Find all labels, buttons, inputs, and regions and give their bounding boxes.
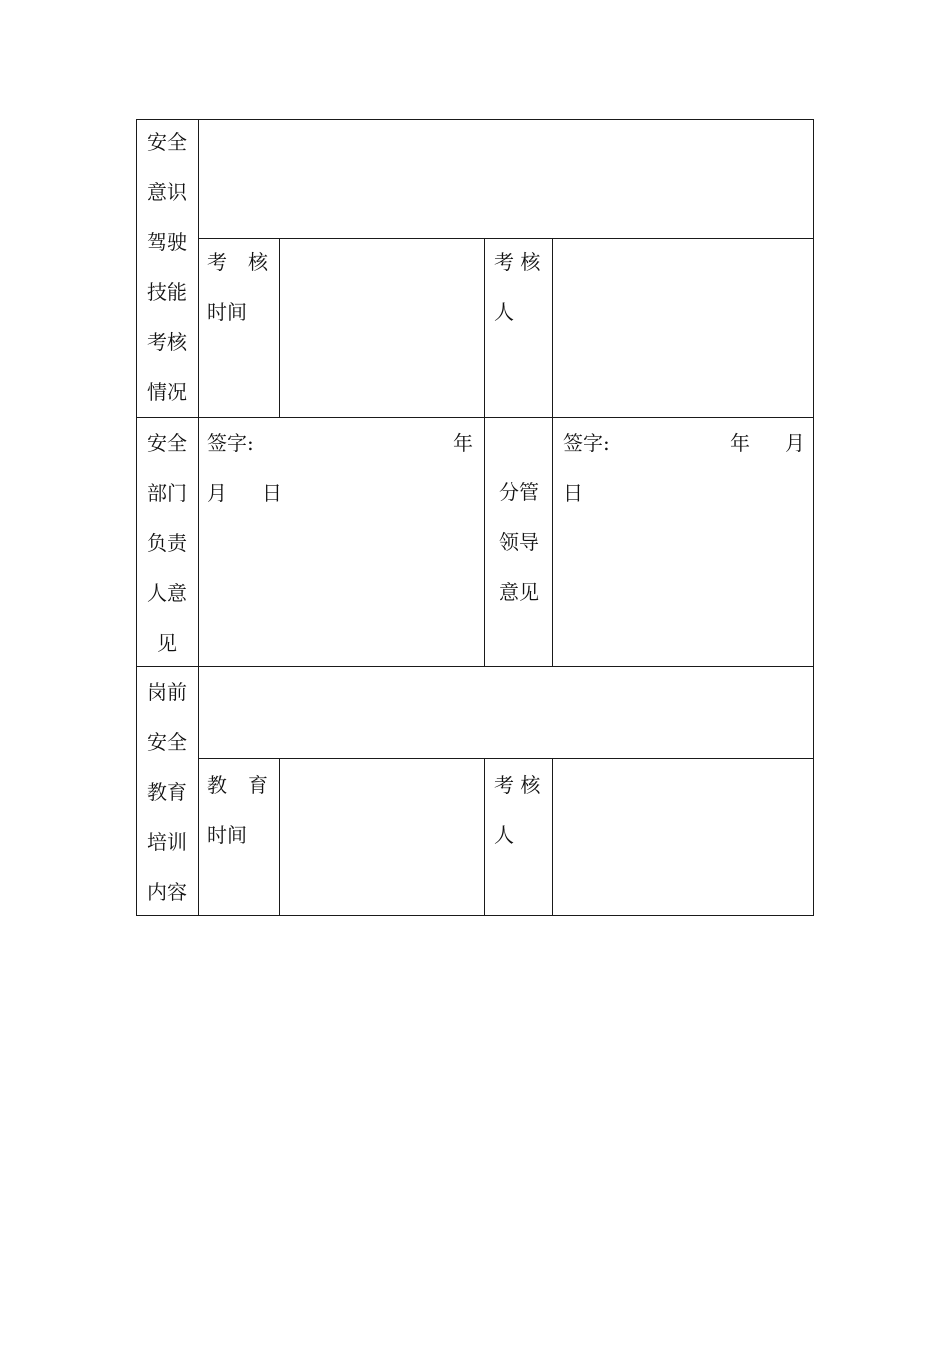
col-divider-b-3 bbox=[484, 758, 485, 916]
row-divider-4 bbox=[198, 758, 814, 759]
dept-sign-day: 日 bbox=[262, 481, 282, 505]
section3-label-line: 安全 bbox=[147, 730, 187, 754]
table-border-left bbox=[136, 119, 137, 916]
section1-label-line: 意识 bbox=[147, 180, 187, 204]
dept-sign-month: 月 bbox=[207, 481, 227, 505]
examiner-value-field[interactable] bbox=[554, 240, 812, 416]
dept-sign-year: 年 bbox=[453, 431, 473, 455]
exam-time-label-char1: 考 bbox=[207, 250, 227, 274]
leader-sign-month: 月 bbox=[785, 431, 805, 455]
exam-time-label-char2: 核 bbox=[248, 250, 268, 274]
section1-label-line: 考核 bbox=[147, 330, 187, 354]
section3-content-field[interactable] bbox=[200, 668, 812, 757]
section3-label-line: 岗前 bbox=[147, 680, 187, 704]
exam-time-value-field[interactable] bbox=[281, 240, 483, 416]
education-time-value-field[interactable] bbox=[281, 760, 483, 914]
education-time-label-char1: 教 bbox=[207, 773, 227, 797]
col-divider-a-1 bbox=[279, 238, 280, 418]
examiner-label-line2: 人 bbox=[494, 300, 514, 324]
col-divider-c-2 bbox=[552, 417, 553, 667]
education-examiner-label-line2: 人 bbox=[494, 823, 514, 847]
table-border-bottom bbox=[136, 915, 814, 916]
table-border-top bbox=[136, 119, 814, 120]
section2-label-line: 见 bbox=[157, 631, 177, 655]
section1-label-line: 安全 bbox=[147, 130, 187, 154]
exam-time-label-line2: 时间 bbox=[207, 300, 247, 324]
col-divider-a-3 bbox=[279, 758, 280, 916]
section1-label bbox=[138, 130, 196, 430]
section2-label-line: 人意 bbox=[147, 581, 187, 605]
section3-label-line: 教育 bbox=[147, 780, 187, 804]
leader-sign-year: 年 bbox=[730, 431, 750, 455]
examiner-label-line1: 考 核 bbox=[494, 250, 541, 274]
leader-sign-day: 日 bbox=[563, 481, 583, 505]
section3-label-line: 培训 bbox=[147, 830, 187, 854]
leader-opinion-label-line: 领导 bbox=[499, 530, 539, 554]
education-examiner-label-line1: 考 核 bbox=[494, 773, 541, 797]
section1-label-line: 技能 bbox=[147, 280, 187, 304]
leader-opinion-label bbox=[486, 480, 552, 630]
section2-label-line: 安全 bbox=[147, 431, 187, 455]
row-divider-3 bbox=[136, 666, 814, 667]
section1-content-field[interactable] bbox=[200, 121, 812, 237]
row-divider-1 bbox=[198, 238, 814, 239]
dept-sign-label: 签字: bbox=[207, 431, 254, 455]
leader-opinion-label-line: 意见 bbox=[499, 580, 539, 604]
leader-sign-label: 签字: bbox=[563, 431, 610, 455]
section1-label-line: 驾驶 bbox=[147, 230, 187, 254]
col-divider-c-1 bbox=[552, 238, 553, 418]
section2-label-line: 部门 bbox=[147, 481, 187, 505]
education-examiner-value-field[interactable] bbox=[554, 760, 812, 914]
section3-label bbox=[138, 680, 196, 930]
section2-label bbox=[138, 431, 196, 681]
row-divider-2 bbox=[136, 417, 814, 418]
col-divider-b-2 bbox=[484, 417, 485, 667]
section1-label-line: 情况 bbox=[147, 380, 187, 404]
col-divider-c-3 bbox=[552, 758, 553, 916]
section2-label-line: 负责 bbox=[147, 531, 187, 555]
leader-opinion-label-line: 分管 bbox=[499, 480, 539, 504]
education-time-label-line2: 时间 bbox=[207, 823, 247, 847]
education-time-label-char2: 育 bbox=[248, 773, 268, 797]
section3-label-line: 内容 bbox=[147, 880, 187, 904]
col-divider-b-1 bbox=[484, 238, 485, 418]
